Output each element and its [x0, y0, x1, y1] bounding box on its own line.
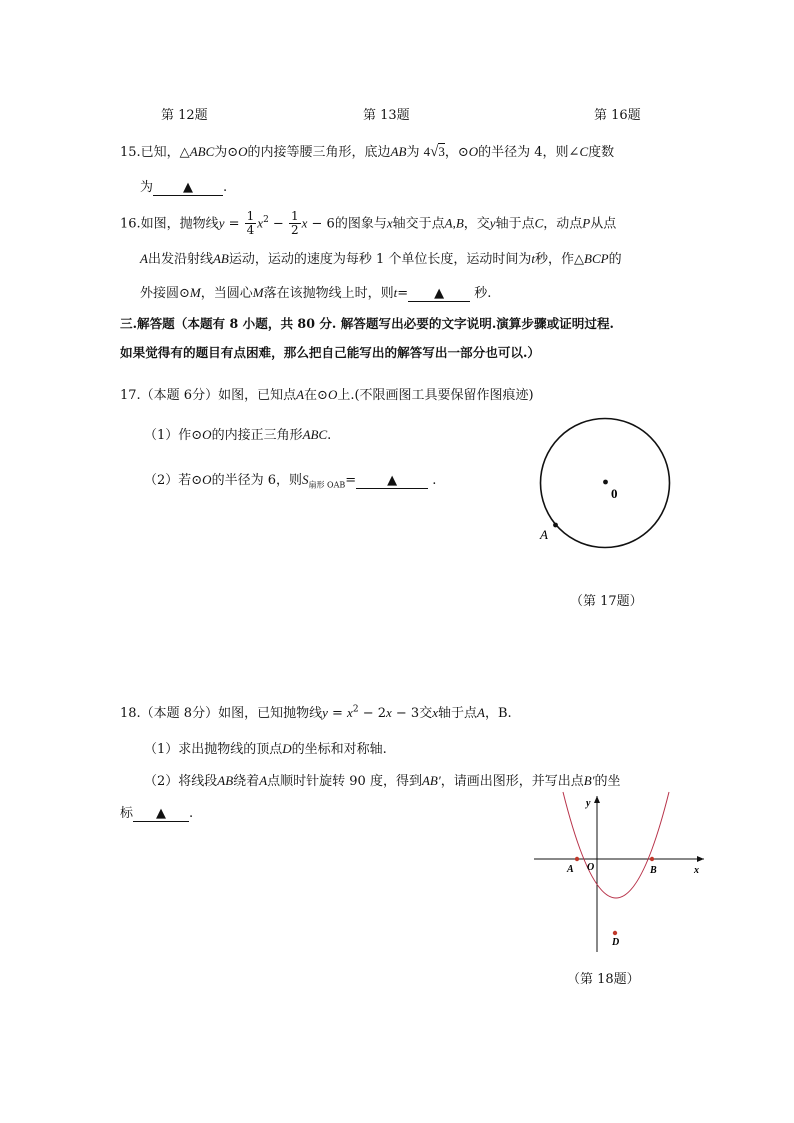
origin-label: O	[587, 862, 595, 873]
answer-blank-18[interactable]: ▲	[133, 806, 189, 822]
point-a	[575, 857, 579, 861]
section-3-heading-line2: 如果觉得有的题目有点困难，那么把自己能写出的解答写出一部分也可以.）	[120, 345, 540, 360]
x-axis-arrow	[697, 856, 704, 862]
parabola-curve	[563, 792, 669, 898]
center-label: 0	[611, 486, 618, 501]
y-axis-label: y	[586, 798, 591, 809]
question-16-line2: A出发沿射线AB运动，运动的速度为每秒 1 个单位长度，运动时间为t秒，作△BCP的	[140, 251, 622, 267]
fraction-1-2: $\frac{1}{2}$	[290, 209, 299, 238]
point-d-label: D	[612, 937, 620, 948]
answer-blank-16[interactable]: ▲	[408, 286, 470, 302]
answer-blank-15[interactable]: ▲	[153, 180, 223, 196]
point-b-label: B	[650, 865, 657, 876]
point-a	[553, 523, 558, 528]
figure-18-parabola	[530, 790, 710, 955]
section-3-heading-line1: 三.解答题（本题有 8 小题，共 80 分. 解答题写出必要的文字说明.演算步骤或证明过程.	[120, 316, 614, 331]
sqrt-expression: 4√3	[423, 144, 445, 160]
point-d	[613, 931, 617, 935]
point-a-label: A	[567, 864, 574, 875]
figure-18-caption: （第 18题）	[567, 972, 640, 987]
figure-17-caption: （第 17题）	[570, 594, 643, 609]
point-b	[650, 857, 654, 861]
question-18-part2: （2）将线段AB绕着A点顺时针旋转 90 度，得到AB′，请画出图形，并写出点B′的坐	[144, 773, 621, 789]
caption-q12: 第 12题	[161, 108, 208, 123]
question-16-line1: 16.如图，抛物线y = $\frac{1}{4}$ $x^2$ − $\frac{1}{2}$ x − 6的图象与x轴交于点A,B，交y轴于点C，动点P从点	[120, 209, 617, 238]
question-18-part3: 标 ▲ .	[120, 806, 194, 821]
caption-q16: 第 16题	[594, 108, 641, 123]
question-16-line3: 外接圆⊙M，当圆心M落在该抛物线上时，则t= ▲ 秒.	[140, 285, 492, 301]
caption-q13: 第 13题	[363, 108, 410, 123]
question-17-part1: （1）作⊙O的内接正三角形ABC.	[144, 427, 332, 443]
y-axis-arrow	[594, 796, 600, 803]
x-axis-label: x	[694, 865, 699, 876]
point-a-label: A	[540, 527, 548, 542]
question-15-line2: 为 ▲ .	[140, 180, 228, 195]
question-17-part2: （2）若⊙O的半径为 6，则$S_{扇形 OAB}=$ ▲ .	[144, 472, 437, 490]
answer-blank-17[interactable]: ▲	[356, 473, 428, 489]
figure-17-circle	[530, 408, 680, 558]
question-18-part1: （1）求出抛物线的顶点D的坐标和对称轴.	[144, 741, 387, 757]
question-18-head: 18.（本题 8分）如图，已知抛物线$y = x^2 - 2x - 3$交x轴于点A，B.	[120, 704, 512, 721]
question-15-line1: 15.已知，△ABC为⊙O的内接等腰三角形，底边AB为 4√3，⊙O的半径为 4，则∠C度数	[120, 144, 615, 160]
question-17-head: 17.（本题 6分）如图，已知点A在⊙O上.(不限画图工具要保留作图痕迹)	[120, 387, 534, 403]
fraction-1-4: $\frac{1}{4}$	[246, 209, 255, 238]
center-point-o	[603, 480, 608, 485]
